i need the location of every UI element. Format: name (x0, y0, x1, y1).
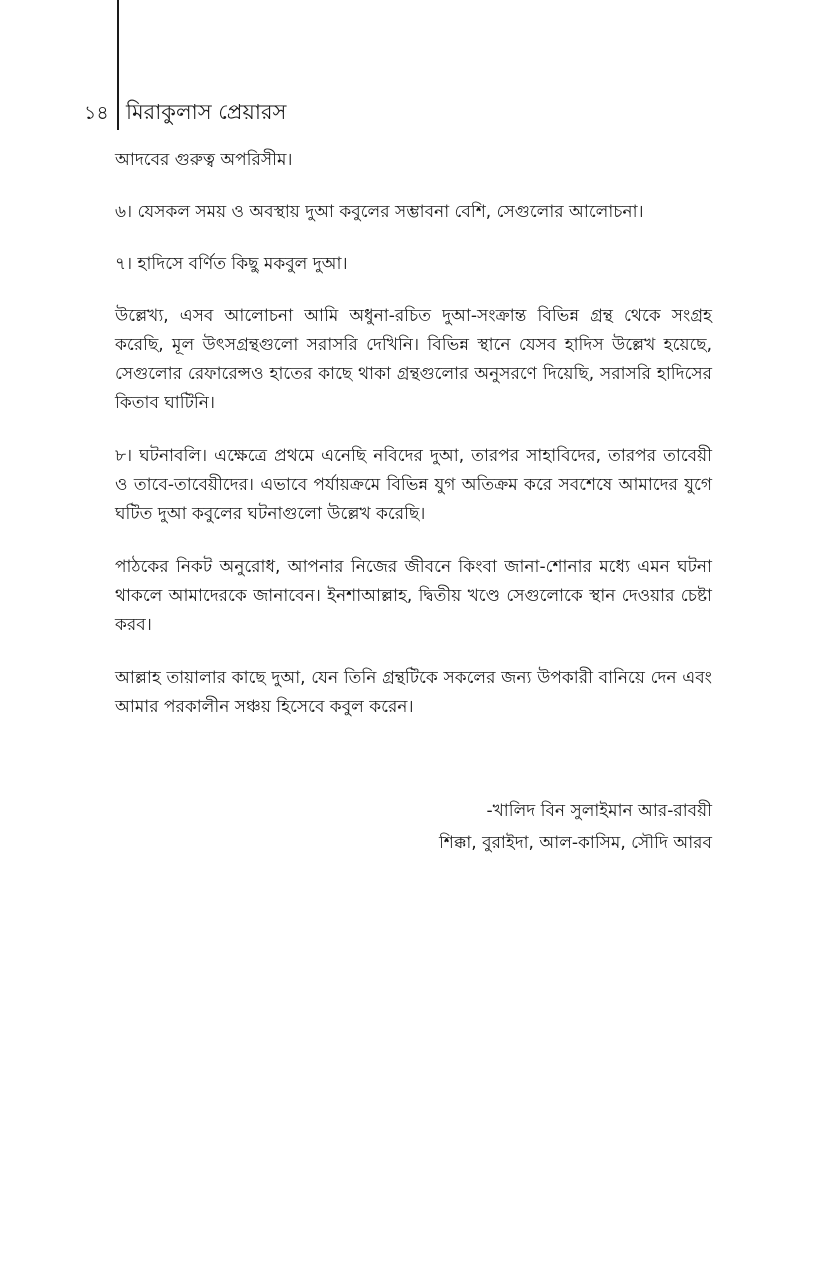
signature-block (439, 795, 712, 859)
body-text (115, 146, 712, 722)
list-item-7: ৭। হাদিসে বর্ণিত কিছু মকবুল দুআ। (115, 254, 348, 274)
author-name: -খালিদ বিন সুলাইমান আর-রাবয়ী (486, 801, 712, 821)
list-item-6: ৬। যেসকল সময় ও অবস্থায় দুআ কবুলের সম্ভাবনা বেশি, সেগুলোর আলোচনা। (115, 202, 644, 222)
paragraph-continuation: আদবের গুরুত্ব অপরিসীম। (115, 150, 293, 170)
list-item-8: ৮। ঘটনাবলি। এক্ষেত্রে প্রথমে এনেছি নবিদের দুআ, তারপর সাহাবিদের, তারপর তাবেয়ী ও তাবে-তাবেয়ীদের। এভাবে পর্যায়ক্রমে বিভিন্ন যুগ অতিক্রম করে সবশেষে আমাদের যুগে ঘটিত দুআ কবুলের ঘটনাগুলো উল্লেখ করেছি। (115, 446, 712, 524)
page-number: ১৪ (84, 102, 109, 124)
running-header (0, 96, 825, 130)
book-title: মিরাকুলাস প্রেয়ারস (126, 100, 287, 124)
paragraph-note: উল্লেখ্য, এসব আলোচনা আমি অধুনা-রচিত দুআ-সংক্রান্ত বিভিন্ন গ্রন্থ থেকে সংগ্রহ করেছি, মূল উৎসগ্রন্থগুলো সরাসরি দেখিনি। বিভিন্ন স্থানে যেসব হাদিস উল্লেখ হয়েছে, সেগুলোর রেফারেন্সও হাতের কাছে থাকা গ্রন্থগুলোর অনুসরণে দিয়েছি, সরাসরি হাদিসের কিতাব ঘাটিনি। (115, 306, 712, 413)
paragraph-prayer: আল্লাহ তায়ালার কাছে দুআ, যেন তিনি গ্রন্থটিকে সকলের জন্য উপকারী বানিয়ে দেন এবং আমার পরকালীন সঞ্চয় হিসেবে কবুল করেন। (115, 668, 712, 717)
paragraph-request: পাঠকের নিকট অনুরোধ, আপনার নিজের জীবনে কিংবা জানা-শোনার মধ্যে এমন ঘটনা থাকলে আমাদেরকে জানাবেন। ইনশাআল্লাহ, দ্বিতীয় খণ্ডে সেগুলোকে স্থান দেওয়ার চেষ্টা করব। (115, 557, 712, 635)
author-location: শিক্কা, বুরাইদা, আল-কাসিম, সৌদি আরব (438, 833, 712, 853)
